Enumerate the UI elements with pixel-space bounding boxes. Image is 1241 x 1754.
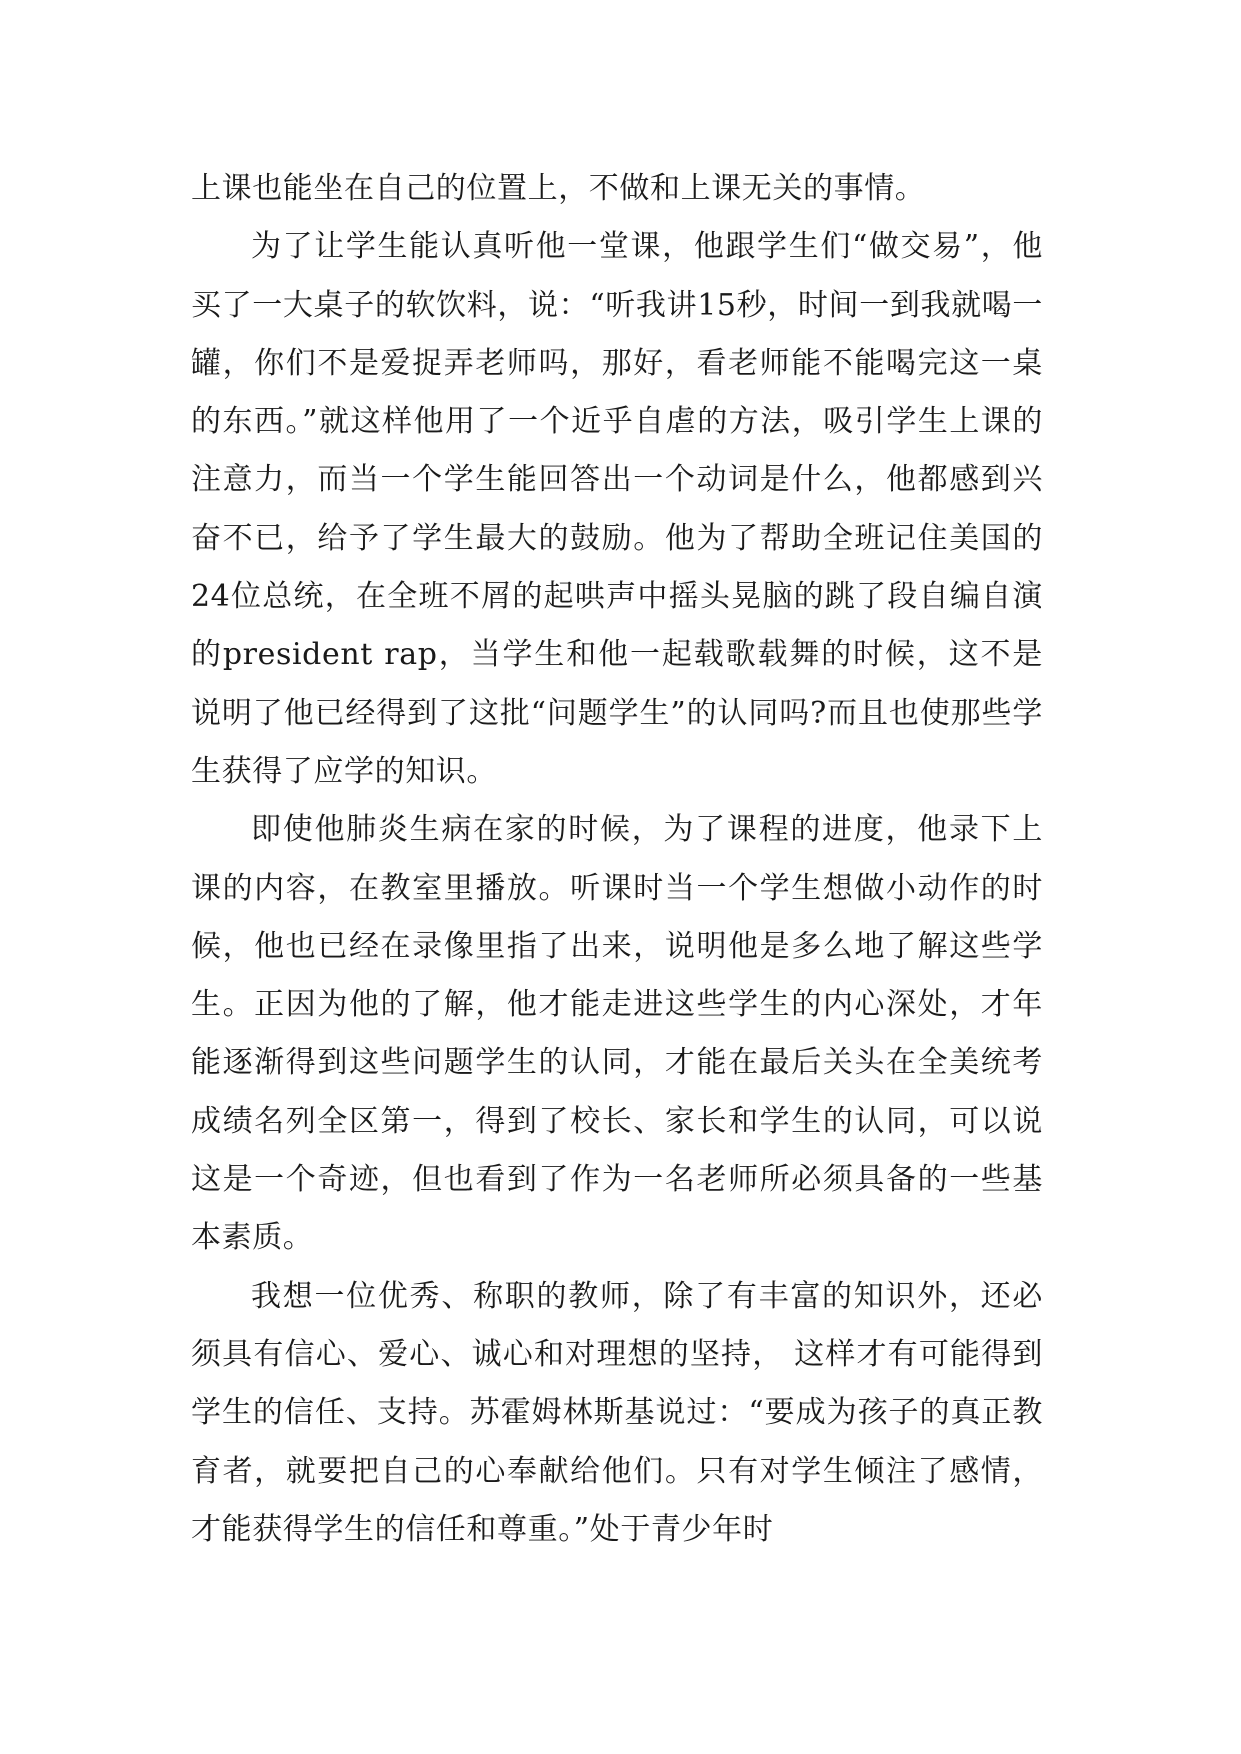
paragraph-2: 为了让学生能认真听他一堂课，他跟学生们“做交易”，他买了一大桌子的软饮料，说：“听我讲15秒，时间一到我就喝一罐，你们不是爱捉弄老师吗，那好，看老师能不能喝完这一桌的东西。”就这样他用了一个近乎自虐的方法，吸引学生上课的注意力，而当一个学生能回答出一个动词是什么，他都感到兴奋不已，给予了学生最大的鼓励。他为了帮助全班记住美国的24位总统，在全班不屑的起哄声中摇头晃脑的跳了段自编自演的president rap，当学生和他一起载歌载舞的时候，这不是说明了他已经得到了这批“问题学生”的认同吗?而且也使那些学生获得了应学的知识。 [191, 229, 1043, 789]
document-body [191, 160, 1043, 1559]
paragraph-1: 上课也能坐在自己的位置上，不做和上课无关的事情。 [191, 171, 926, 206]
paragraph-4: 我想一位优秀、称职的教师，除了有丰富的知识外，还必须具有信心、爱心、诚心和对理想的坚持， 这样才有可能得到学生的信任、支持。苏霍姆林斯基说过：“要成为孩子的真正教育者，就要把自己的心奉献给他们。只有对学生倾注了感情，才能获得学生的信任和尊重。”处于青少年时 [191, 1278, 1043, 1547]
paragraph-3: 即使他肺炎生病在家的时候，为了课程的进度，他录下上课的内容，在教室里播放。听课时当一个学生想做小动作的时候，他也已经在录像里指了出来，说明他是多么地了解这些学生。正因为他的了解，他才能走进这些学生的内心深处，才年能逐渐得到这些问题学生的认同，才能在最后关头在全美统考成绩名列全区第一，得到了校长、家长和学生的认同，可以说这是一个奇迹，但也看到了作为一名老师所必须具备的一些基本素质。 [191, 812, 1043, 1256]
